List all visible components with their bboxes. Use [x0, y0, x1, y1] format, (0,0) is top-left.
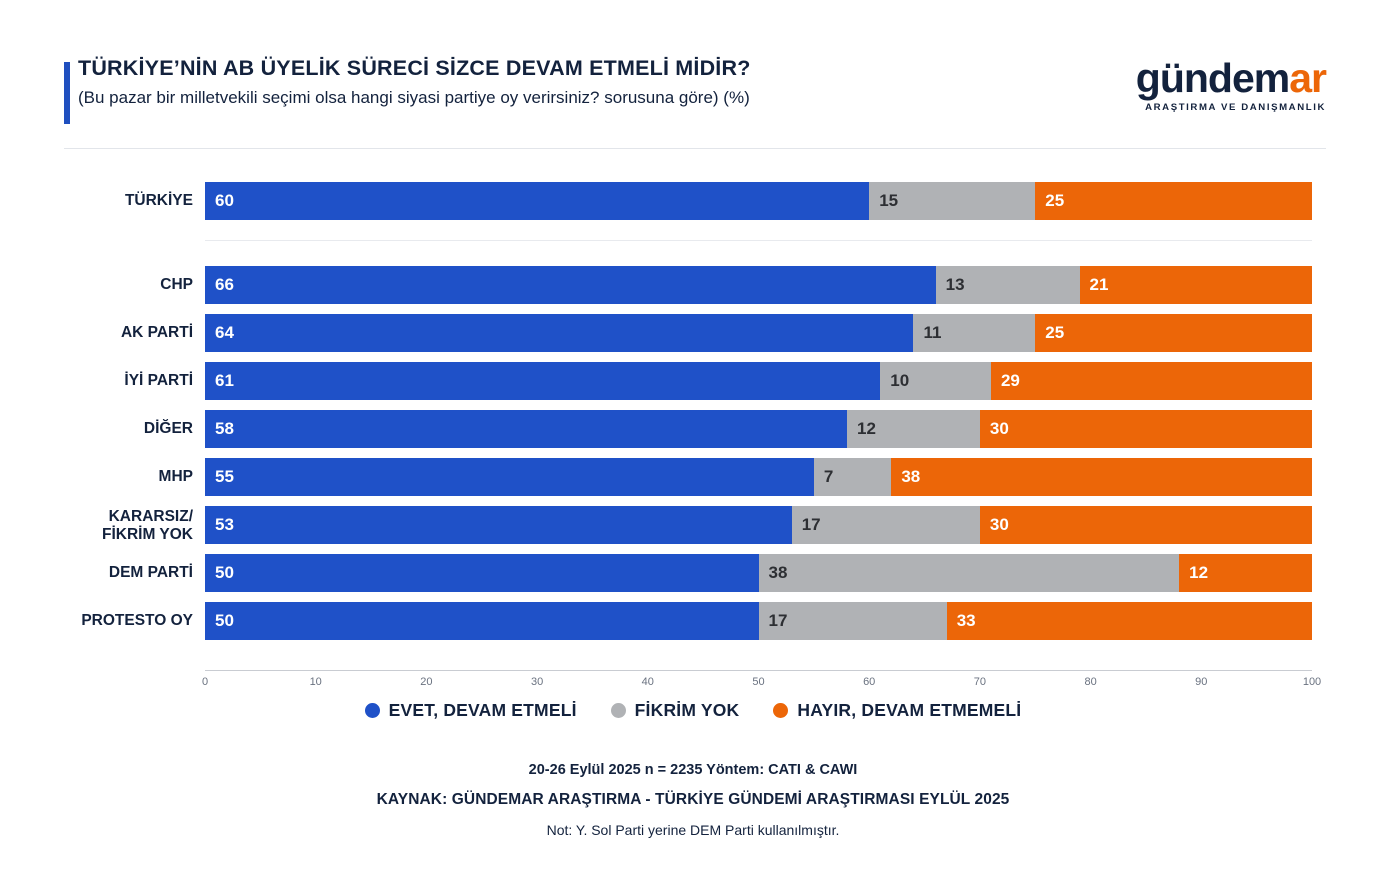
- bar-row: [124, 362, 1312, 400]
- bar-segment-yok: [936, 266, 1080, 304]
- bar-segment-hayir: [991, 362, 1312, 400]
- bar-segment-value: 30: [989, 419, 1009, 438]
- header: [0, 0, 1386, 150]
- bar-segment-evet: [205, 410, 847, 448]
- bar-segment-evet: [205, 506, 792, 544]
- legend-item-label: EVET, DEVAM ETMELİ: [388, 700, 577, 720]
- bar-segment-hayir: [1035, 182, 1312, 220]
- x-axis-tick-label: 100: [1302, 676, 1322, 688]
- bar-segment-hayir: [891, 458, 1312, 496]
- bar-segment-yok: [759, 554, 1180, 592]
- bar-row: [124, 182, 1312, 220]
- bar-segment-value: 25: [1045, 323, 1065, 342]
- x-axis-tick-label: 70: [973, 676, 987, 688]
- bar-segment-hayir: [947, 602, 1312, 640]
- bar-segment-value: 10: [890, 371, 910, 390]
- bar-segment-evet: [205, 362, 880, 400]
- bar-row-label: CHP: [160, 276, 193, 293]
- bar-segment-yok: [759, 602, 947, 640]
- bar-segment-yok: [913, 314, 1035, 352]
- bar-segment-value: 17: [801, 515, 821, 534]
- x-axis-tick-label: 20: [420, 676, 433, 688]
- bar-row: [158, 458, 1312, 496]
- bar-segment-hayir: [1080, 266, 1312, 304]
- bar-segment-value: 58: [215, 419, 234, 438]
- bar-row-label-line1: KARARSIZ/: [108, 508, 193, 525]
- bar-segment-value: 15: [879, 191, 899, 210]
- bar-segment-value: 50: [215, 563, 234, 582]
- bar-segment-yok: [814, 458, 891, 496]
- bar-segment-yok: [792, 506, 980, 544]
- legend-item[interactable]: [773, 700, 1021, 721]
- bar-row-label: İYİ PARTİ: [124, 372, 193, 389]
- legend-swatch-hayir-icon: [773, 703, 788, 718]
- chart-legend: [0, 700, 1386, 721]
- bar-row-label: [102, 506, 193, 545]
- legend-item-label: FİKRİM YOK: [634, 700, 740, 720]
- bar-segment-value: 66: [215, 275, 234, 294]
- title-block: [64, 56, 751, 108]
- bar-segment-hayir: [1035, 314, 1312, 352]
- x-axis-tick-label: 50: [752, 676, 765, 688]
- bar-segment-value: 33: [956, 611, 976, 630]
- header-divider: [64, 148, 1326, 149]
- x-axis-tick-label: 10: [309, 676, 322, 688]
- x-axis-tick-label: 60: [863, 676, 876, 688]
- bar-segment-hayir: [1179, 554, 1312, 592]
- logo-wordmark-dark: gündem: [1135, 55, 1290, 101]
- bar-segment-value: 29: [1000, 371, 1020, 390]
- bar-segment-value: 61: [215, 371, 234, 390]
- bar-segment-value: 13: [945, 275, 965, 294]
- bar-segment-evet: [205, 554, 759, 592]
- bar-row-label: TÜRKİYE: [124, 192, 193, 209]
- bar-segment-value: 12: [1189, 563, 1209, 582]
- bar-segment-evet: [205, 602, 759, 640]
- bar-segment-value: 11: [923, 323, 942, 342]
- x-axis-tick-label: 90: [1195, 676, 1208, 688]
- bar-row-label-line2: FİKRİM YOK: [102, 526, 193, 543]
- bar-segment-value: 55: [215, 467, 234, 486]
- bar-segment-hayir: [980, 410, 1312, 448]
- footer-note: Not: Y. Sol Parti yerine DEM Parti kullanılmıştır.: [546, 822, 840, 838]
- footer-meta: 20-26 Eylül 2025 n = 2235 Yöntem: CATI & CAWI: [528, 762, 858, 778]
- bar-row-label: AK PARTİ: [120, 324, 193, 341]
- chart-area: [0, 170, 1386, 690]
- chart-footer: [0, 762, 1386, 838]
- bar-row: [108, 554, 1312, 592]
- bar-row-label: DEM PARTİ: [108, 564, 193, 581]
- bar-segment-value: 64: [215, 323, 234, 342]
- bar-segment-value: 25: [1045, 191, 1065, 210]
- bar-row: [120, 314, 1312, 352]
- page-subtitle: (Bu pazar bir milletvekili seçimi olsa hangi siyasi partiye oy verirsiniz? sorusuna göre) (%): [78, 88, 750, 107]
- bar-segment-value: 53: [215, 515, 234, 534]
- bar-row: [160, 266, 1312, 304]
- bar-row-label: MHP: [158, 468, 193, 485]
- logo-wordmark: [1135, 55, 1326, 101]
- bar-segment-evet: [205, 266, 936, 304]
- x-axis-tick-label: 40: [641, 676, 654, 688]
- x-axis-line: [205, 670, 1312, 671]
- bar-row: [81, 602, 1312, 640]
- bar-segment-value: 17: [768, 611, 788, 630]
- legend-item-label: HAYIR, DEVAM ETMEMELİ: [797, 700, 1022, 720]
- bar-segment-yok: [847, 410, 980, 448]
- bar-segment-value: 21: [1089, 275, 1109, 294]
- bar-segment-yok: [869, 182, 1035, 220]
- bar-segment-value: 7: [823, 467, 834, 486]
- bar-segment-yok: [880, 362, 991, 400]
- stacked-bar-plot: [81, 170, 1312, 670]
- logo-wordmark-accent: ar: [1289, 55, 1326, 101]
- bar-segment-evet: [205, 458, 814, 496]
- bar-row-label: DİĞER: [143, 420, 193, 437]
- title-accent-bar: [64, 62, 70, 124]
- bar-segment-value: 38: [901, 467, 921, 486]
- bar-segment-value: 12: [857, 419, 876, 438]
- x-axis-tick-label: 0: [201, 676, 209, 688]
- bar-row: [102, 506, 1312, 544]
- bar-segment-value: 60: [215, 191, 234, 210]
- bar-segment-value: 30: [989, 515, 1009, 534]
- bar-segment-value: 38: [768, 563, 788, 582]
- bar-segment-value: 50: [215, 611, 234, 630]
- legend-swatch-evet-icon: [365, 703, 380, 718]
- bar-segment-evet: [205, 182, 869, 220]
- x-axis-tick-label: 30: [530, 676, 544, 688]
- legend-item[interactable]: [365, 700, 577, 721]
- legend-swatch-yok-icon: [611, 703, 626, 718]
- legend-item[interactable]: [611, 700, 740, 721]
- logo-tagline: ARAŞTIRMA VE DANIŞMANLIK: [1145, 102, 1326, 113]
- x-axis-tick-label: 80: [1084, 676, 1097, 688]
- footer-source: KAYNAK: GÜNDEMAR ARAŞTIRMA - TÜRKİYE GÜNDEMİ ARAŞTIRMASI EYLÜL 2025: [376, 791, 1010, 808]
- bar-row: [143, 410, 1312, 448]
- brand-logo: [1135, 55, 1326, 113]
- bar-row-label: PROTESTO OY: [81, 612, 193, 629]
- bar-segment-hayir: [980, 506, 1312, 544]
- page-title: TÜRKİYE’NİN AB ÜYELİK SÜRECİ SİZCE DEVAM ETMELİ MİDİR?: [78, 56, 751, 80]
- section-divider: [205, 240, 1312, 241]
- x-axis: [201, 670, 1322, 700]
- bar-segment-evet: [205, 314, 913, 352]
